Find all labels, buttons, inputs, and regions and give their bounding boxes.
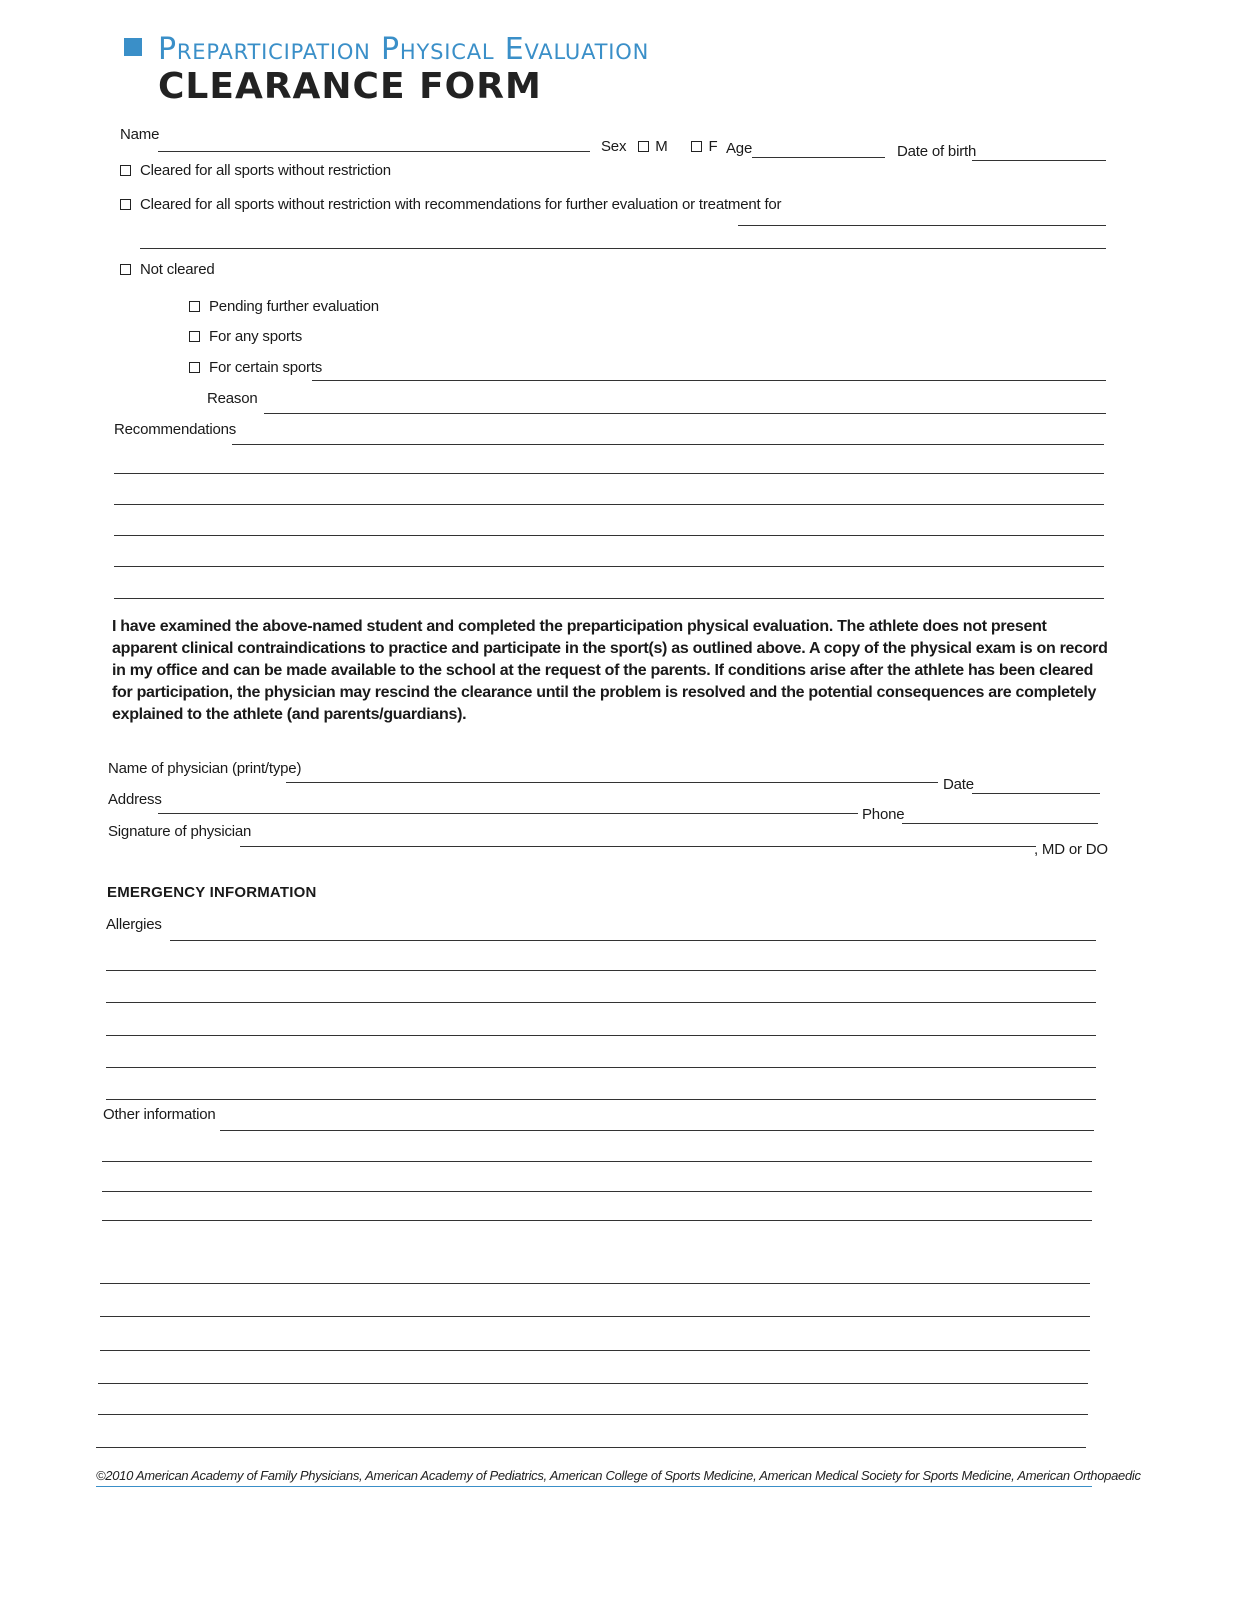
other-info-line[interactable]	[100, 1316, 1090, 1317]
allergies-line[interactable]	[106, 1099, 1096, 1100]
certain-sports-label: For certain sports	[209, 359, 323, 376]
form-subtitle: CLEARANCE FORM	[158, 66, 542, 107]
name-field[interactable]	[158, 151, 590, 152]
certain-sports-field[interactable]	[312, 380, 1106, 381]
other-info-line[interactable]	[102, 1161, 1092, 1162]
cleared-all-option[interactable]	[120, 162, 391, 180]
not-cleared-option[interactable]	[120, 261, 215, 279]
footer-rule	[96, 1486, 1092, 1487]
recommendations-field[interactable]	[232, 444, 1104, 445]
dob-field[interactable]	[972, 160, 1106, 161]
allergies-line[interactable]	[106, 1002, 1096, 1003]
certain-sports-checkbox[interactable]	[189, 362, 200, 373]
other-info-line[interactable]	[98, 1414, 1088, 1415]
allergies-line[interactable]	[106, 970, 1096, 971]
degree-suffix: , MD or DO	[1034, 841, 1108, 858]
other-info-line[interactable]	[100, 1283, 1090, 1284]
recommendations-line[interactable]	[114, 504, 1104, 505]
pending-option[interactable]	[189, 298, 379, 316]
other-info-line[interactable]	[100, 1350, 1090, 1351]
footer-copyright: ©2010 American Academy of Family Physicians, American Academy of Pediatrics, American College of Sports Medicine, American Medical Society for Sports Medicine, American Orthopaedic	[96, 1468, 1141, 1483]
any-sports-checkbox[interactable]	[189, 331, 200, 342]
female-label: F	[708, 138, 718, 155]
other-info-field[interactable]	[220, 1130, 1094, 1131]
physician-name-label: Name of physician (print/type)	[108, 760, 302, 777]
any-sports-option[interactable]	[189, 328, 302, 346]
other-info-line[interactable]	[102, 1220, 1092, 1221]
other-info-line[interactable]	[98, 1383, 1088, 1384]
phone-field[interactable]	[902, 823, 1098, 824]
other-info-line[interactable]	[102, 1191, 1092, 1192]
allergies-field[interactable]	[170, 940, 1096, 941]
recommendations-line[interactable]	[114, 598, 1104, 599]
other-info-label: Other information	[103, 1106, 216, 1123]
recs-for-field[interactable]	[738, 225, 1106, 226]
dob-label: Date of birth	[897, 143, 977, 160]
address-field[interactable]	[158, 813, 858, 814]
age-label: Age	[726, 140, 753, 157]
cleared-with-recs-checkbox[interactable]	[120, 199, 131, 210]
phone-label: Phone	[862, 806, 905, 823]
recs-for-field-2[interactable]	[140, 248, 1106, 249]
certain-sports-option[interactable]	[189, 359, 322, 377]
female-checkbox[interactable]	[691, 141, 702, 152]
cleared-all-checkbox[interactable]	[120, 165, 131, 176]
male-label: M	[655, 138, 668, 155]
pending-label: Pending further evaluation	[209, 298, 379, 315]
male-checkbox[interactable]	[638, 141, 649, 152]
emergency-heading: EMERGENCY INFORMATION	[107, 884, 317, 901]
name-label: Name	[120, 126, 160, 143]
cleared-with-recs-option[interactable]	[120, 196, 781, 214]
form-title: Preparticipation Physical Evaluation	[158, 32, 650, 67]
address-label: Address	[108, 791, 162, 808]
cleared-all-label: Cleared for all sports without restriction	[140, 162, 391, 179]
recommendations-line[interactable]	[114, 566, 1104, 567]
not-cleared-checkbox[interactable]	[120, 264, 131, 275]
reason-label: Reason	[207, 390, 258, 407]
physician-statement: I have examined the above-named student and completed the preparticipation physical evaluation. The athlete does not present apparent clinical contraindications to practice and participate in the sport(s) as outlined above. A copy of the physical exam is on record in my office and can be made available to the school at the request of the parents. If conditions arise after the athlete has been cleared for participation, the physician may rescind the clearance until the problem is resolved and the potential consequences are completely explained to the athlete (and parents/guardians).	[112, 618, 1108, 723]
allergies-label: Allergies	[106, 916, 162, 933]
age-field[interactable]	[752, 157, 885, 158]
date-label: Date	[943, 776, 974, 793]
not-cleared-label: Not cleared	[140, 261, 215, 278]
any-sports-label: For any sports	[209, 328, 303, 345]
signature-label: Signature of physician	[108, 823, 252, 840]
reason-field[interactable]	[264, 413, 1106, 414]
allergies-line[interactable]	[106, 1067, 1096, 1068]
other-info-line[interactable]	[96, 1447, 1086, 1448]
sex-label: Sex	[601, 138, 627, 155]
physician-name-field[interactable]	[286, 782, 938, 783]
recommendations-line[interactable]	[114, 535, 1104, 536]
cleared-with-recs-label: Cleared for all sports without restriction with recommendations for further evaluation or treatment for	[140, 196, 782, 213]
recommendations-label: Recommendations	[114, 421, 237, 438]
allergies-line[interactable]	[106, 1035, 1096, 1036]
pending-checkbox[interactable]	[189, 301, 200, 312]
signature-field[interactable]	[240, 846, 1036, 847]
sex-group	[601, 138, 717, 156]
date-field[interactable]	[972, 793, 1100, 794]
recommendations-line[interactable]	[114, 473, 1104, 474]
title-square-icon	[124, 38, 142, 56]
